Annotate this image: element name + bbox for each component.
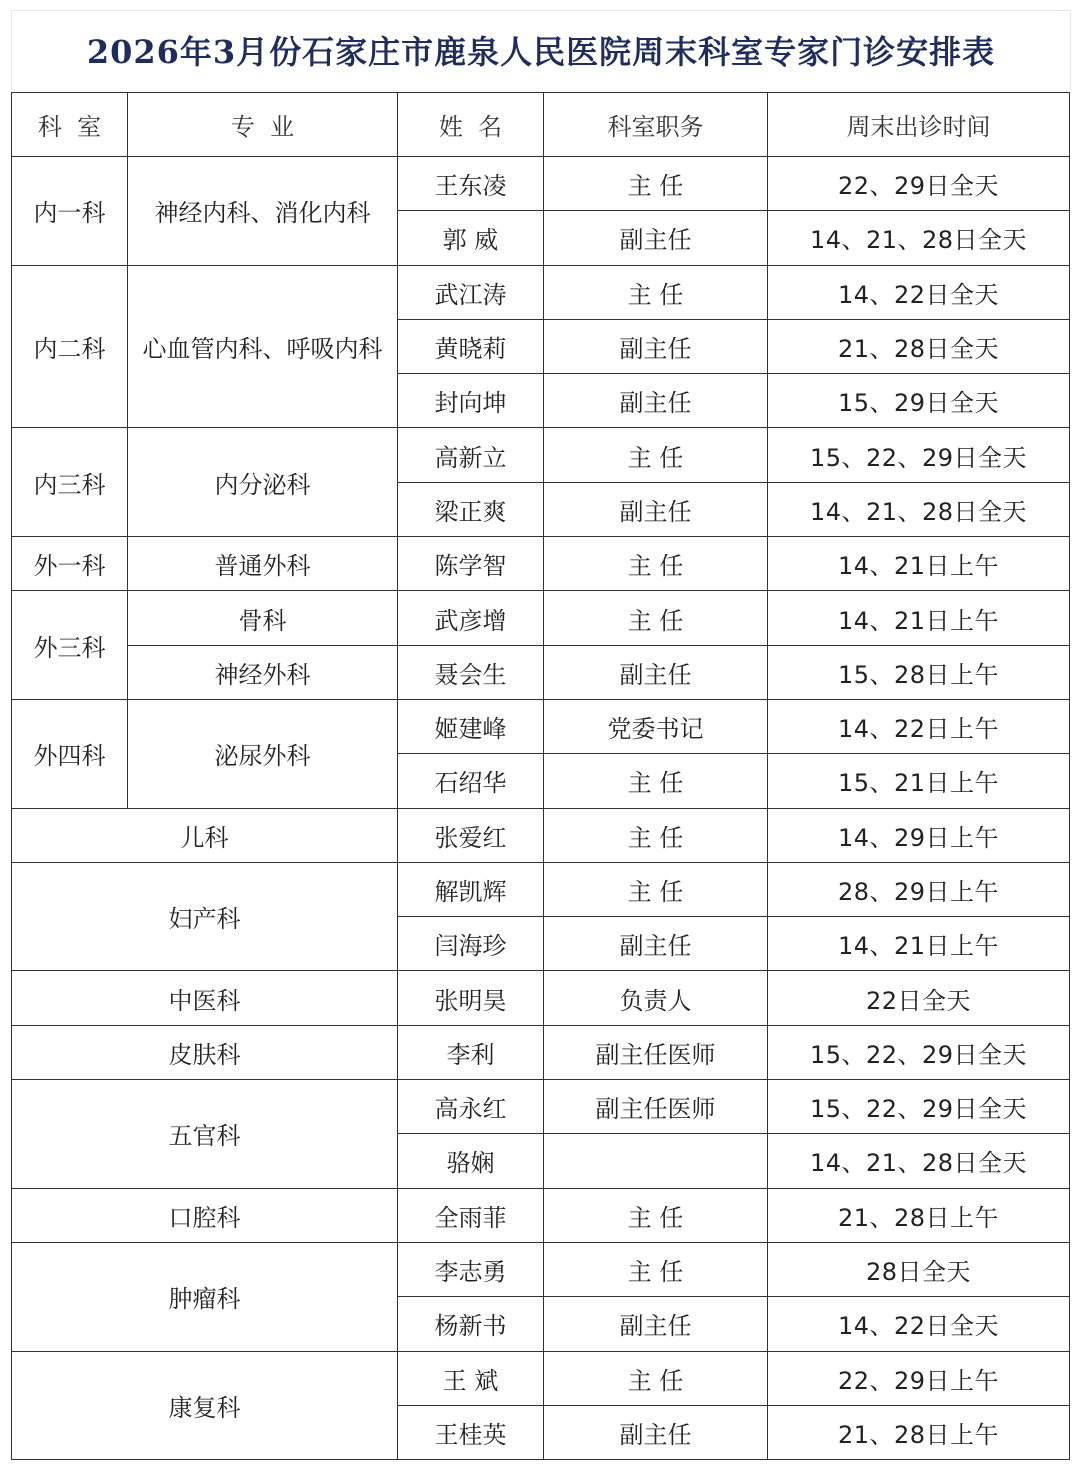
dept-cell: 皮肤科 bbox=[12, 1025, 398, 1079]
time-cell: 15、21日上午 bbox=[768, 754, 1070, 808]
position-cell: 负责人 bbox=[544, 971, 768, 1025]
time-cell: 14、22日全天 bbox=[768, 1297, 1070, 1351]
header-time: 周末出诊时间 bbox=[768, 93, 1070, 157]
table-row bbox=[12, 428, 1070, 482]
position-cell: 副主任 bbox=[544, 1405, 768, 1459]
specialty-cell: 普通外科 bbox=[128, 537, 398, 591]
position-cell: 副主任 bbox=[544, 917, 768, 971]
time-cell: 28、29日上午 bbox=[768, 862, 1070, 916]
time-cell: 21、28日上午 bbox=[768, 1405, 1070, 1459]
position-cell: 主 任 bbox=[544, 1242, 768, 1296]
position-cell: 党委书记 bbox=[544, 699, 768, 753]
name-cell: 姬建峰 bbox=[398, 699, 544, 753]
name-cell: 高新立 bbox=[398, 428, 544, 482]
header-specialty: 专 业 bbox=[128, 93, 398, 157]
name-cell: 封向坤 bbox=[398, 374, 544, 428]
time-cell: 14、29日上午 bbox=[768, 808, 1070, 862]
name-cell: 张明昊 bbox=[398, 971, 544, 1025]
table-row bbox=[12, 808, 1070, 862]
dept-cell: 肿瘤科 bbox=[12, 1242, 398, 1351]
dept-cell: 内一科 bbox=[12, 157, 128, 266]
table-row bbox=[12, 591, 1070, 645]
specialty-cell: 内分泌科 bbox=[128, 428, 398, 537]
position-cell: 副主任 bbox=[544, 374, 768, 428]
name-cell: 王 斌 bbox=[398, 1351, 544, 1405]
time-cell: 22、29日上午 bbox=[768, 1351, 1070, 1405]
page-title: 2026年3月份石家庄市鹿泉人民医院周末科室专家门诊安排表 bbox=[11, 10, 1071, 89]
table-row bbox=[12, 699, 1070, 753]
position-cell bbox=[544, 1134, 768, 1188]
name-cell: 石绍华 bbox=[398, 754, 544, 808]
dept-cell: 内二科 bbox=[12, 265, 128, 428]
table-row bbox=[12, 1242, 1070, 1296]
table-row bbox=[12, 1351, 1070, 1405]
table-row bbox=[12, 265, 1070, 319]
position-cell: 副主任 bbox=[544, 1297, 768, 1351]
time-cell: 15、22、29日全天 bbox=[768, 428, 1070, 482]
dept-cell: 中医科 bbox=[12, 971, 398, 1025]
time-cell: 15、22、29日全天 bbox=[768, 1080, 1070, 1134]
time-cell: 15、22、29日全天 bbox=[768, 1025, 1070, 1079]
dept-cell: 妇产科 bbox=[12, 862, 398, 971]
time-cell: 15、28日上午 bbox=[768, 645, 1070, 699]
time-cell: 22、29日全天 bbox=[768, 157, 1070, 211]
name-cell: 杨新书 bbox=[398, 1297, 544, 1351]
time-cell: 22日全天 bbox=[768, 971, 1070, 1025]
name-cell: 黄晓莉 bbox=[398, 319, 544, 373]
position-cell: 副主任 bbox=[544, 482, 768, 536]
specialty-cell: 神经内科、消化内科 bbox=[128, 157, 398, 266]
name-cell: 武彦增 bbox=[398, 591, 544, 645]
name-cell: 李利 bbox=[398, 1025, 544, 1079]
position-cell: 副主任 bbox=[544, 319, 768, 373]
header-position: 科室职务 bbox=[544, 93, 768, 157]
dept-cell: 外一科 bbox=[12, 537, 128, 591]
dept-cell: 五官科 bbox=[12, 1080, 398, 1189]
specialty-cell: 神经外科 bbox=[128, 645, 398, 699]
table-header-row bbox=[12, 93, 1070, 157]
name-cell: 梁正爽 bbox=[398, 482, 544, 536]
table-row bbox=[12, 862, 1070, 916]
time-cell: 14、21日上午 bbox=[768, 591, 1070, 645]
specialty-cell: 泌尿外科 bbox=[128, 699, 398, 808]
name-cell: 陈学智 bbox=[398, 537, 544, 591]
position-cell: 主 任 bbox=[544, 265, 768, 319]
name-cell: 全雨菲 bbox=[398, 1188, 544, 1242]
time-cell: 14、21、28日全天 bbox=[768, 211, 1070, 265]
name-cell: 解凯辉 bbox=[398, 862, 544, 916]
table-row bbox=[12, 537, 1070, 591]
table-row bbox=[12, 1080, 1070, 1134]
position-cell: 主 任 bbox=[544, 157, 768, 211]
position-cell: 副主任 bbox=[544, 211, 768, 265]
header-dept: 科 室 bbox=[12, 93, 128, 157]
specialty-cell: 骨科 bbox=[128, 591, 398, 645]
time-cell: 14、21日上午 bbox=[768, 917, 1070, 971]
position-cell: 主 任 bbox=[544, 428, 768, 482]
time-cell: 14、21、28日全天 bbox=[768, 482, 1070, 536]
table-row bbox=[12, 157, 1070, 211]
name-cell: 李志勇 bbox=[398, 1242, 544, 1296]
position-cell: 主 任 bbox=[544, 1351, 768, 1405]
dept-cell: 儿科 bbox=[12, 808, 398, 862]
time-cell: 15、29日全天 bbox=[768, 374, 1070, 428]
name-cell: 闫海珍 bbox=[398, 917, 544, 971]
position-cell: 主 任 bbox=[544, 808, 768, 862]
position-cell: 主 任 bbox=[544, 1188, 768, 1242]
time-cell: 14、22日全天 bbox=[768, 265, 1070, 319]
table-row bbox=[12, 1188, 1070, 1242]
time-cell: 14、22日上午 bbox=[768, 699, 1070, 753]
dept-cell: 口腔科 bbox=[12, 1188, 398, 1242]
position-cell: 主 任 bbox=[544, 754, 768, 808]
name-cell: 聂会生 bbox=[398, 645, 544, 699]
time-cell: 21、28日全天 bbox=[768, 319, 1070, 373]
specialty-cell: 心血管内科、呼吸内科 bbox=[128, 265, 398, 428]
header-name: 姓 名 bbox=[398, 93, 544, 157]
time-cell: 28日全天 bbox=[768, 1242, 1070, 1296]
name-cell: 骆娴 bbox=[398, 1134, 544, 1188]
position-cell: 主 任 bbox=[544, 862, 768, 916]
table-row bbox=[12, 645, 1070, 699]
position-cell: 主 任 bbox=[544, 537, 768, 591]
time-cell: 14、21日上午 bbox=[768, 537, 1070, 591]
schedule-table bbox=[11, 92, 1070, 1460]
time-cell: 14、21、28日全天 bbox=[768, 1134, 1070, 1188]
name-cell: 王东凌 bbox=[398, 157, 544, 211]
position-cell: 副主任医师 bbox=[544, 1080, 768, 1134]
table-row bbox=[12, 971, 1070, 1025]
dept-cell: 内三科 bbox=[12, 428, 128, 537]
dept-cell: 康复科 bbox=[12, 1351, 398, 1460]
name-cell: 郭 威 bbox=[398, 211, 544, 265]
table-row bbox=[12, 1025, 1070, 1079]
name-cell: 王桂英 bbox=[398, 1405, 544, 1459]
position-cell: 副主任医师 bbox=[544, 1025, 768, 1079]
name-cell: 武江涛 bbox=[398, 265, 544, 319]
name-cell: 高永红 bbox=[398, 1080, 544, 1134]
dept-cell: 外四科 bbox=[12, 699, 128, 808]
position-cell: 主 任 bbox=[544, 591, 768, 645]
name-cell: 张爱红 bbox=[398, 808, 544, 862]
time-cell: 21、28日上午 bbox=[768, 1188, 1070, 1242]
position-cell: 副主任 bbox=[544, 645, 768, 699]
dept-cell: 外三科 bbox=[12, 591, 128, 700]
